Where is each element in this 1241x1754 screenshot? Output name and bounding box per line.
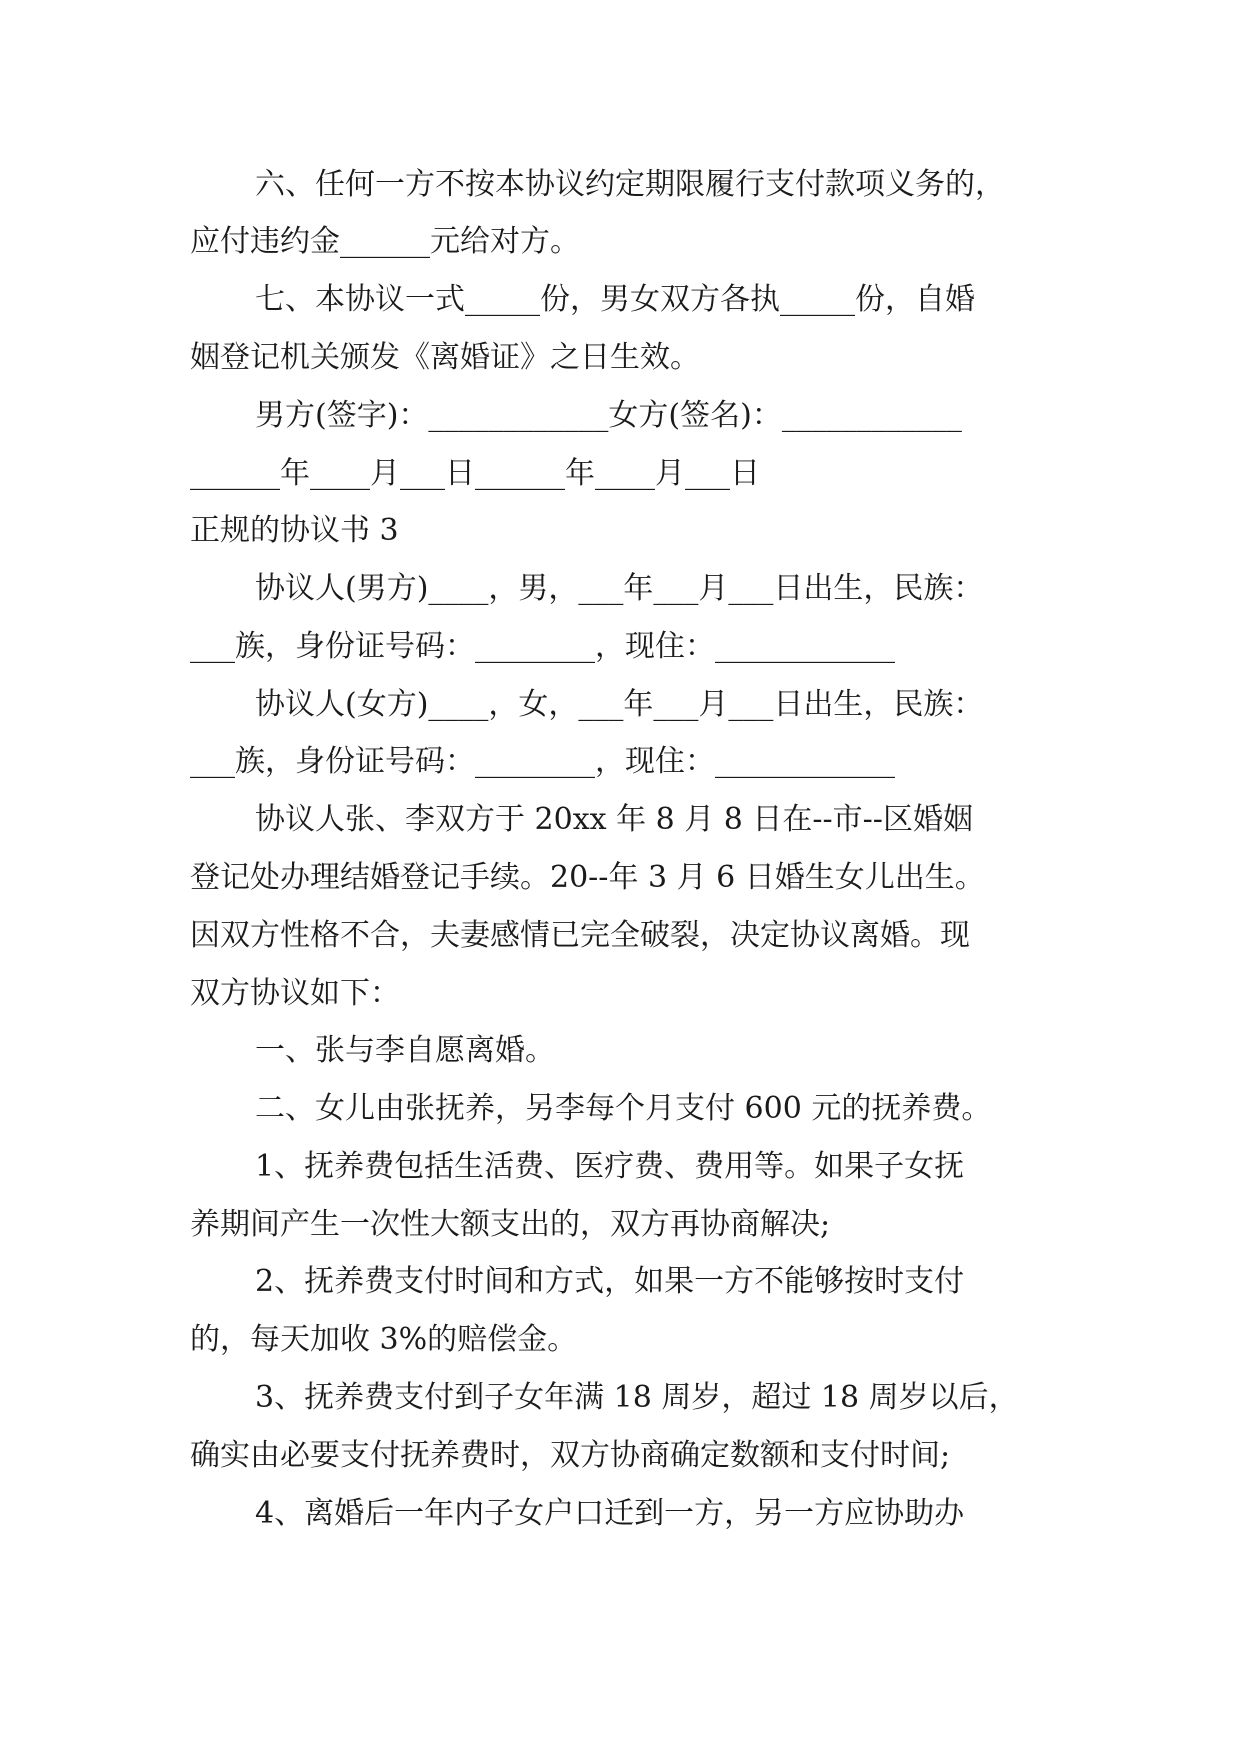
text-line: 应付违约金______元给对方。 (190, 224, 580, 259)
text-line: 一、张与李自愿离婚。 (255, 1033, 555, 1068)
text-line: 2、抚养费支付时间和方式，如果一方不能够按时支付 (255, 1264, 965, 1299)
text-line: 因双方性格不合，夫妻感情已完全破裂，决定协议离婚。现 (190, 918, 970, 953)
text-line: 姻登记机关颁发《离婚证》之日生效。 (190, 340, 700, 375)
text-line: 3、抚养费支付到子女年满 18 周岁，超过 18 周岁以后， (255, 1380, 1019, 1415)
text-line: 协议人张、李双方于 20xx 年 8 月 8 日在--市--区婚姻 (255, 802, 973, 837)
text-line: ___族，身份证号码：________，现住：____________ (190, 744, 895, 779)
signature-line: 男方(签字)：____________女方(签名)：____________ (255, 398, 962, 433)
text-line: 七、本协议一式_____份，男女双方各执_____份，自婚 (255, 282, 975, 317)
section-title: 正规的协议书 3 (190, 513, 399, 548)
text-line: 六、任何一方不按本协议约定期限履行支付款项义务的， (255, 167, 1005, 202)
text-line: 确实由必要支付抚养费时，双方协商确定数额和支付时间; (190, 1438, 951, 1473)
text-line: 的，每天加收 3%的赔偿金。 (190, 1322, 578, 1357)
date-line: ______年____月___日______年____月___日 (190, 456, 760, 491)
text-line: 养期间产生一次性大额支出的，双方再协商解决; (190, 1207, 831, 1242)
text-line: 协议人(女方)____，女，___年___月___日出生，民族： (255, 687, 984, 722)
text-line: 1、抚养费包括生活费、医疗费、费用等。如果子女抚 (255, 1149, 965, 1184)
text-line: 二、女儿由张抚养，另李每个月支付 600 元的抚养费。 (255, 1091, 992, 1126)
text-line: 登记处办理结婚登记手续。20--年 3 月 6 日婚生女儿出生。 (190, 860, 985, 895)
text-line: 双方协议如下： (190, 976, 400, 1011)
text-line: 4、离婚后一年内子女户口迁到一方，另一方应协助办 (255, 1496, 965, 1531)
text-line: 协议人(男方)____，男，___年___月___日出生，民族： (255, 571, 984, 606)
text-line: ___族，身份证号码：________，现住：____________ (190, 629, 895, 664)
